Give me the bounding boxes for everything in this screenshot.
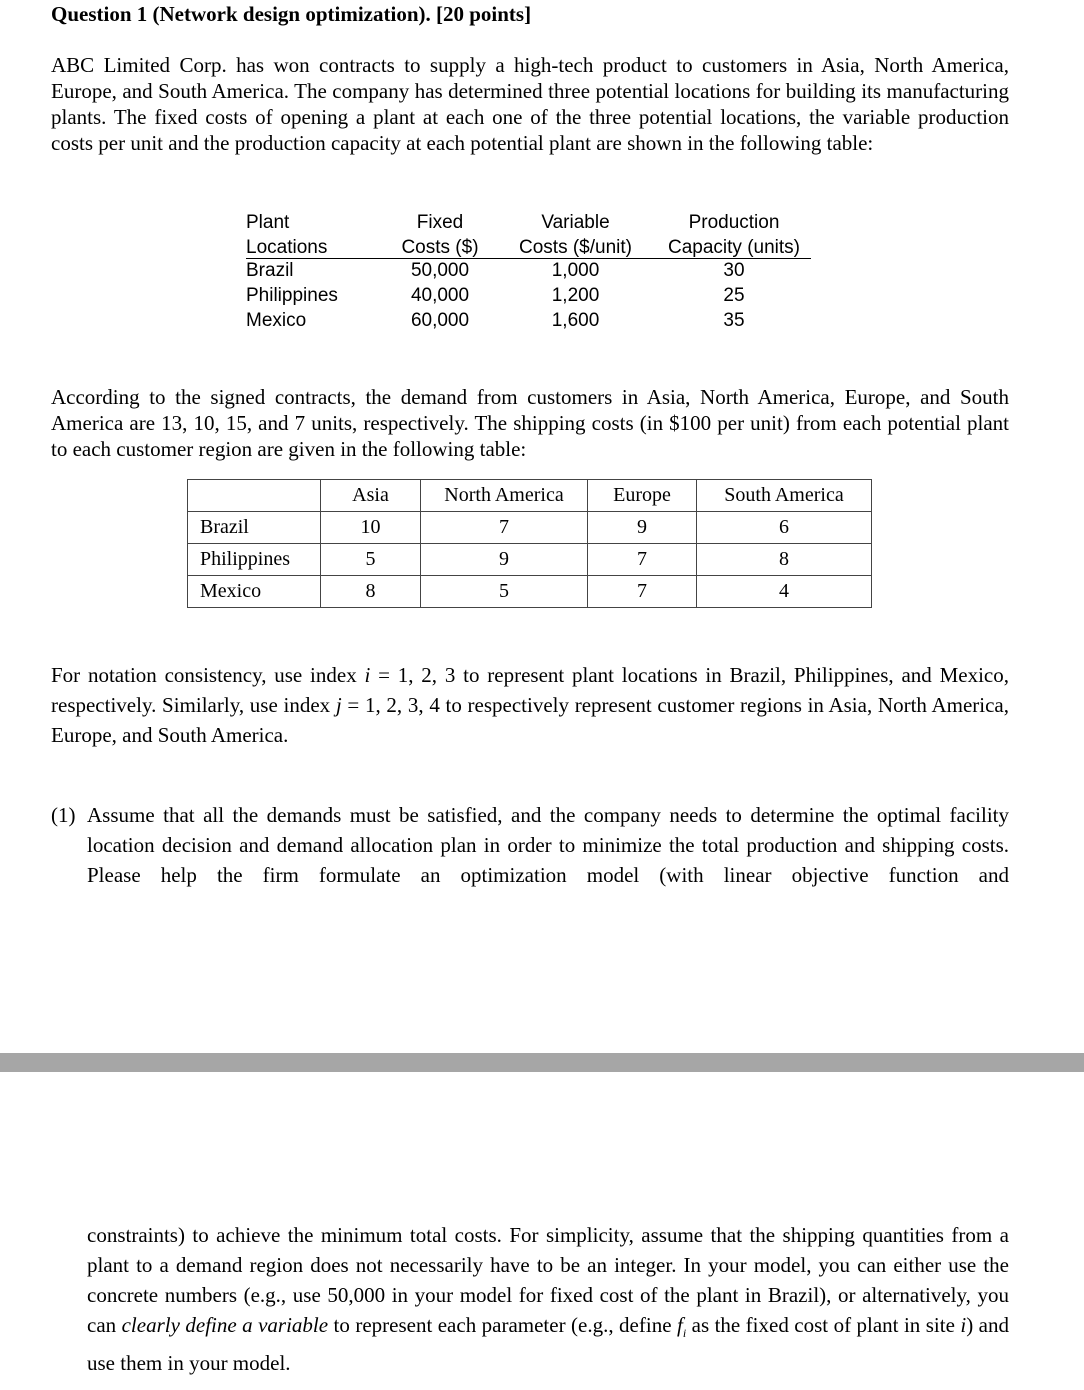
question-title: Question 1 (Network design optimization). [20 points] [51, 2, 532, 26]
index-j-variable: j [335, 693, 342, 717]
table-cell: Philippines [246, 285, 338, 306]
table-header-row [188, 480, 872, 512]
table-cell: Europe [588, 480, 697, 512]
table-cell: Brazil [188, 512, 321, 544]
table-cell: 9 [421, 544, 588, 576]
variable-cost-column [509, 258, 642, 333]
demand-paragraph: According to the signed contracts, the demand from customers in Asia, North America, Europe, and South America are 13, 10, 15, and 7 units, respectively. The shipping costs (in $100 per unit) from each potential plant to each customer region are given in the following table: [51, 385, 1009, 461]
table-cell: 1,600 [551, 310, 600, 331]
capacity-column [658, 258, 810, 333]
table-cell: Asia [321, 480, 421, 512]
table-cell: 4 [697, 576, 872, 608]
table-cell: 40,000 [410, 285, 470, 306]
plant-name-column [246, 258, 338, 333]
emphasis-text: clearly define a variable [121, 1313, 329, 1337]
shipping-cost-table [187, 479, 872, 608]
table-cell: Mexico [246, 310, 307, 331]
page-break-divider [0, 1053, 1084, 1072]
table-cell: 5 [321, 544, 421, 576]
table-cell: 6 [697, 512, 872, 544]
table-cell: 8 [697, 544, 872, 576]
header-fixed-costs: Fixed Costs ($) [401, 212, 479, 258]
table-cell: 50,000 [410, 260, 470, 281]
table-cell: Brazil [246, 260, 294, 281]
table-cell: North America [421, 480, 588, 512]
part-number: (1) [51, 803, 76, 827]
table-cell [188, 480, 321, 512]
table-row [188, 576, 872, 608]
table-cell: 25 [723, 285, 745, 306]
table-cell: 30 [723, 260, 745, 281]
continuation-paragraph: constraints) to achieve the minimum total costs. For simplicity, assume that the shipping quantities from a plant to a demand region does not necessarily have to be an integer. In your model, you can either use the concrete numbers (e.g., use 50,000 in your model for fixed cost of the plant in Brazil), or alternatively, you can clearly define a variable to represent each parameter (e.g., define $f_i$ as the fixed cost of plant in site i) and use them in your model. [87, 1223, 1009, 1376]
table-cell: 7 [421, 512, 588, 544]
table-cell: 1,000 [551, 260, 600, 281]
table-cell: 60,000 [410, 310, 470, 331]
part-1-question [51, 800, 1009, 890]
header-variable-costs: Variable Costs ($/unit) [519, 212, 632, 258]
table-cell: Philippines [188, 544, 321, 576]
table-cell: 7 [588, 576, 697, 608]
table-cell: 9 [588, 512, 697, 544]
table-cell: 7 [588, 544, 697, 576]
table-cell: Mexico [188, 576, 321, 608]
header-plant-locations: Plant Locations [246, 212, 328, 258]
table-row [188, 512, 872, 544]
header-production-capacity: Production Capacity (units) [668, 212, 800, 258]
table-cell: 1,200 [551, 285, 600, 306]
table-cell: 5 [421, 576, 588, 608]
fixed-cost-column [392, 258, 488, 333]
table-cell: South America [697, 480, 872, 512]
index-i-variable: i [364, 663, 371, 687]
intro-paragraph: ABC Limited Corp. has won contracts to supply a high-tech product to customers in Asia, North America, Europe, and South America. The company has determined three potential locations for building its manufacturing plants. The fixed costs of opening a plant at each one of the three potential locations, the variable production costs per unit and the production capacity at each potential plant are shown in the following table: [51, 53, 1009, 155]
part-1-text: Assume that all the demands must be satisfied, and the company needs to determine the optimal facility location decision and demand allocation plan in order to minimize the total production and shipping costs. Please help the firm formulate an optimization model (with linear objective function and [87, 803, 1009, 887]
table-cell: 10 [321, 512, 421, 544]
table-cell: 35 [723, 310, 745, 331]
table-row [188, 544, 872, 576]
table-cell: 8 [321, 576, 421, 608]
notation-paragraph: For notation consistency, use index i = 1, 2, 3 to represent plant locations in Brazil, Philippines, and Mexico, respectively. Similarly, use index j = 1, 2, 3, 4 to respectively represent customer regions in Asia, North America, Europe, and South America. [51, 663, 1009, 747]
